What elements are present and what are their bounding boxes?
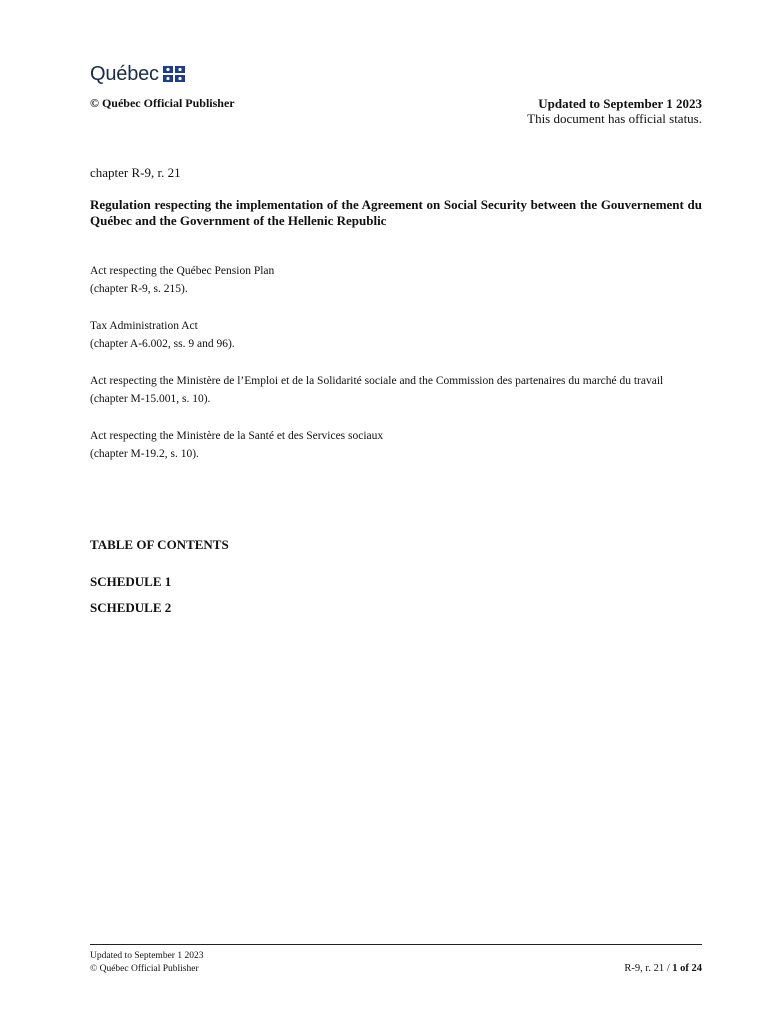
publisher-label: © Québec Official Publisher (90, 96, 235, 110)
footer-divider (90, 944, 702, 945)
act-item (90, 429, 702, 461)
footer-page-ref (624, 963, 702, 974)
act-ref: (chapter A-6.002, ss. 9 and 96). (90, 338, 235, 350)
act-item (90, 319, 702, 351)
toc-heading: TABLE OF CONTENTS (90, 537, 229, 552)
quebec-logo (90, 62, 185, 86)
act-item (90, 374, 702, 406)
chapter-reference: chapter R-9, r. 21 (90, 165, 181, 180)
act-item (90, 264, 702, 296)
updated-date: Updated to September 1 2023 (538, 96, 702, 111)
fleur-de-lis-flag-icon (163, 66, 185, 82)
logo-wordmark: Québec (90, 62, 159, 85)
regulation-title: Regulation respecting the implementation of the Agreement on Social Security between the Gouvernement du Québec and the Government of the Hellenic Republic (90, 197, 702, 228)
update-status (527, 96, 702, 126)
act-name: Act respecting the Ministère de l’Emploi et de la Solidarité sociale and the Commission des partenaires du marché du travail (90, 375, 664, 387)
footer-publisher: © Québec Official Publisher (90, 964, 199, 974)
footer-updated: Updated to September 1 2023 (90, 951, 204, 961)
act-ref: (chapter R-9, s. 215). (90, 283, 188, 295)
toc-item-schedule-1[interactable]: SCHEDULE 1 (90, 574, 172, 589)
official-status: This document has official status. (527, 111, 702, 126)
footer-chapter-ref: R-9, r. 21 / (624, 963, 673, 974)
act-name: Act respecting the Québec Pension Plan (90, 265, 275, 277)
footer-left (90, 950, 203, 976)
enabling-acts-list (90, 264, 702, 484)
toc-item-schedule-2[interactable]: SCHEDULE 2 (90, 600, 172, 615)
act-name: Tax Administration Act (90, 320, 198, 332)
act-name: Act respecting the Ministère de la Santé et des Services sociaux (90, 430, 384, 442)
page-number: 1 of 24 (672, 963, 702, 974)
act-ref: (chapter M-19.2, s. 10). (90, 448, 199, 460)
act-ref: (chapter M-15.001, s. 10). (90, 393, 211, 405)
